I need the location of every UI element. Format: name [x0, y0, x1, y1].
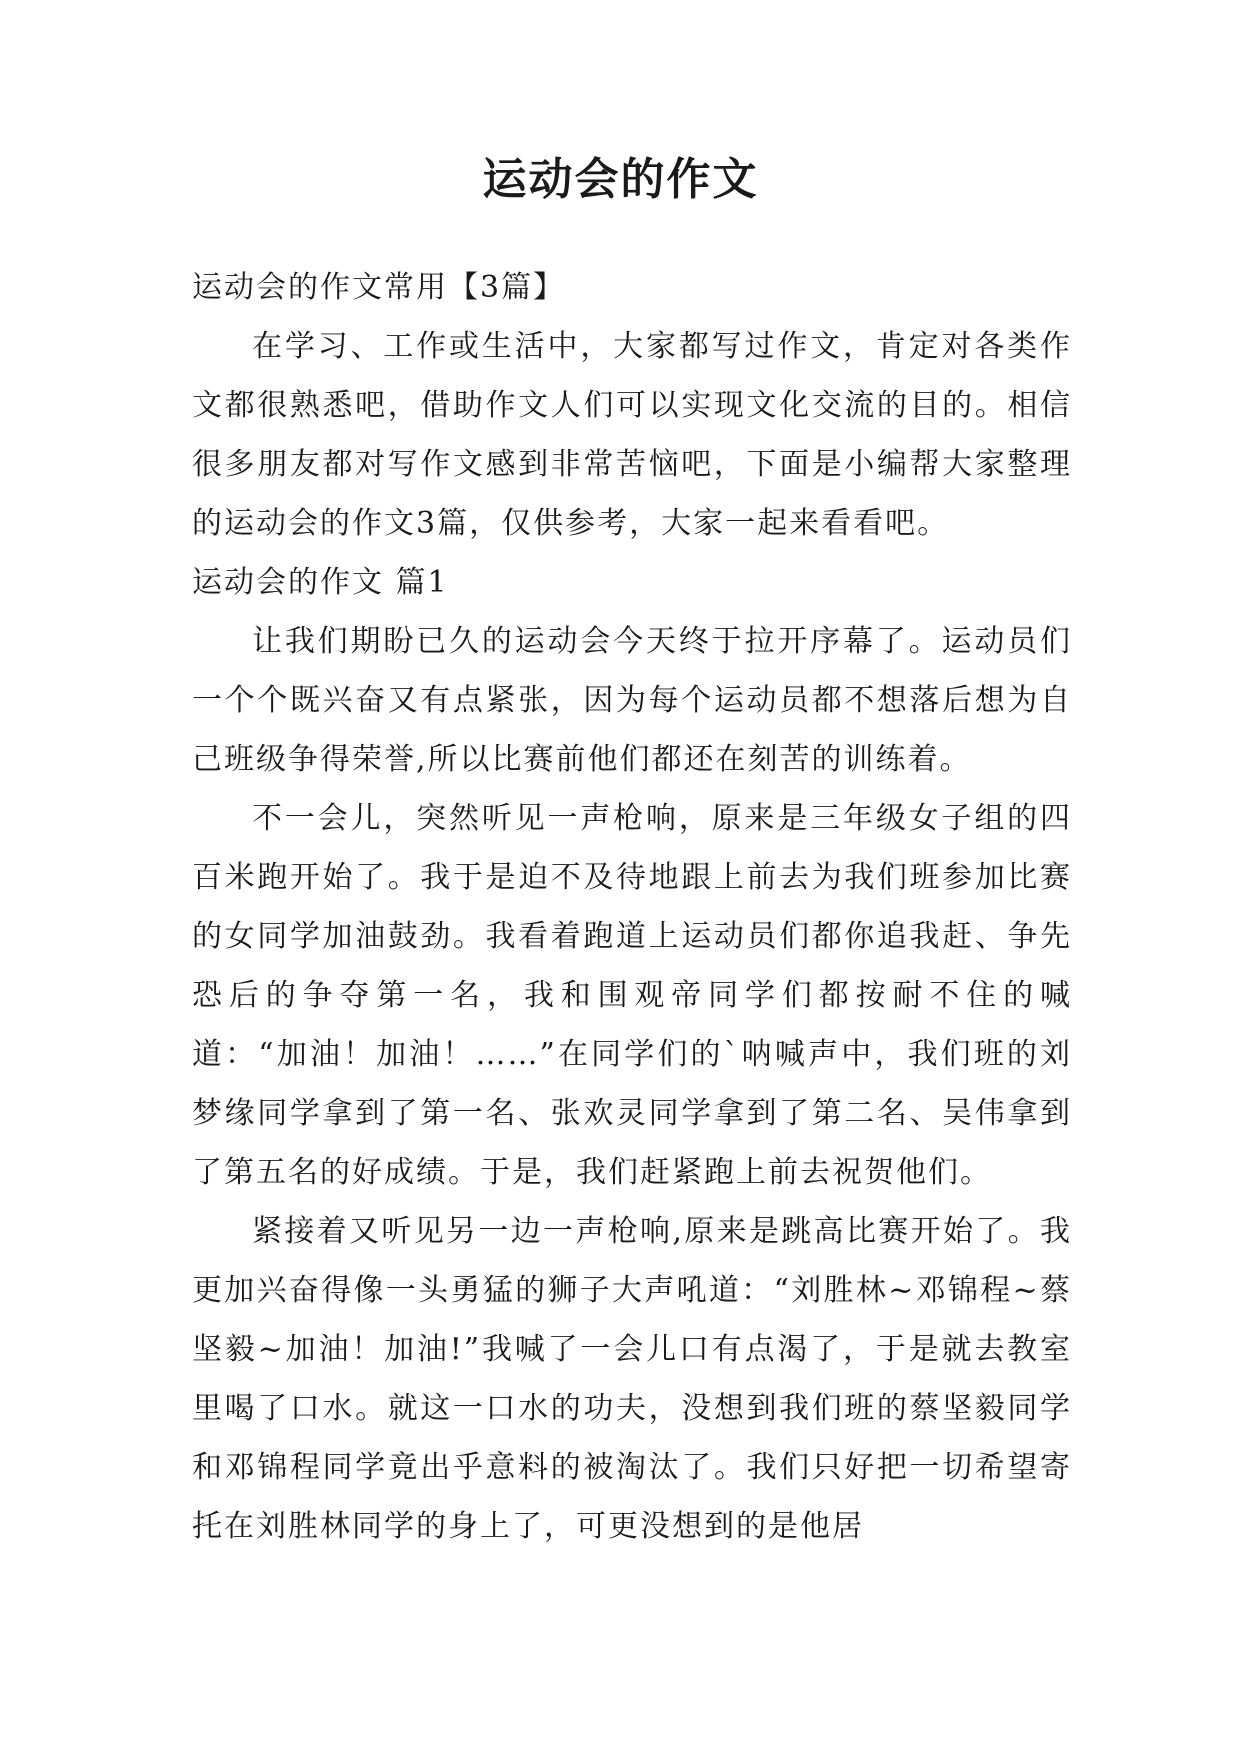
section-heading: 运动会的作文 篇1 [192, 565, 449, 600]
paragraph: 紧接着又听见另一边一声枪响,原来是跳高比赛开始了。我更加兴奋得像一头勇猛的狮子大声吼道：“刘胜林~邓锦程~蔡坚毅~加油！加油!”我喊了一会儿口有点渴了，于是就去教室里喝了口水。就这一口水的功夫，没想到我们班的蔡坚毅同学和邓锦程同学竟出乎意料的被淘汰了。我们只好把一切希望寄托在刘胜林同学的身上了，可更没想到的是他居 [192, 1214, 1072, 1544]
paragraph: 运动会的作文常用【3篇】 [192, 270, 566, 305]
document-body [192, 258, 1072, 1556]
paragraph: 让我们期盼已久的运动会今天终于拉开序幕了。运动员们一个个既兴奋又有点紧张，因为每个运动员都不想落后想为自己班级争得荣誉,所以比赛前他们都还在刻苦的训练着。 [192, 624, 1072, 777]
paragraph: 不一会儿，突然听见一声枪响，原来是三年级女子组的四百米跑开始了。我于是迫不及待地跟上前去为我们班参加比赛的女同学加油鼓劲。我看着跑道上运动员们都你追我赶、争先恐后的争夺第一名，我和围观帝同学们都按耐不住的喊道：“加油！加油！……”在同学们的`呐喊声中，我们班的刘梦缘同学拿到了第一名、张欢灵同学拿到了第二名、吴伟拿到了第五名的好成绩。于是，我们赶紧跑上前去祝贺他们。 [192, 801, 1072, 1190]
document-title: 运动会的作文 [482, 154, 759, 205]
paragraph: 在学习、工作或生活中，大家都写过作文，肯定对各类作文都很熟悉吧，借助作文人们可以实现文化交流的目的。相信很多朋友都对写作文感到非常苦恼吧，下面是小编帮大家整理的运动会的作文3篇，仅供参考，大家一起来看看吧。 [192, 329, 1072, 541]
